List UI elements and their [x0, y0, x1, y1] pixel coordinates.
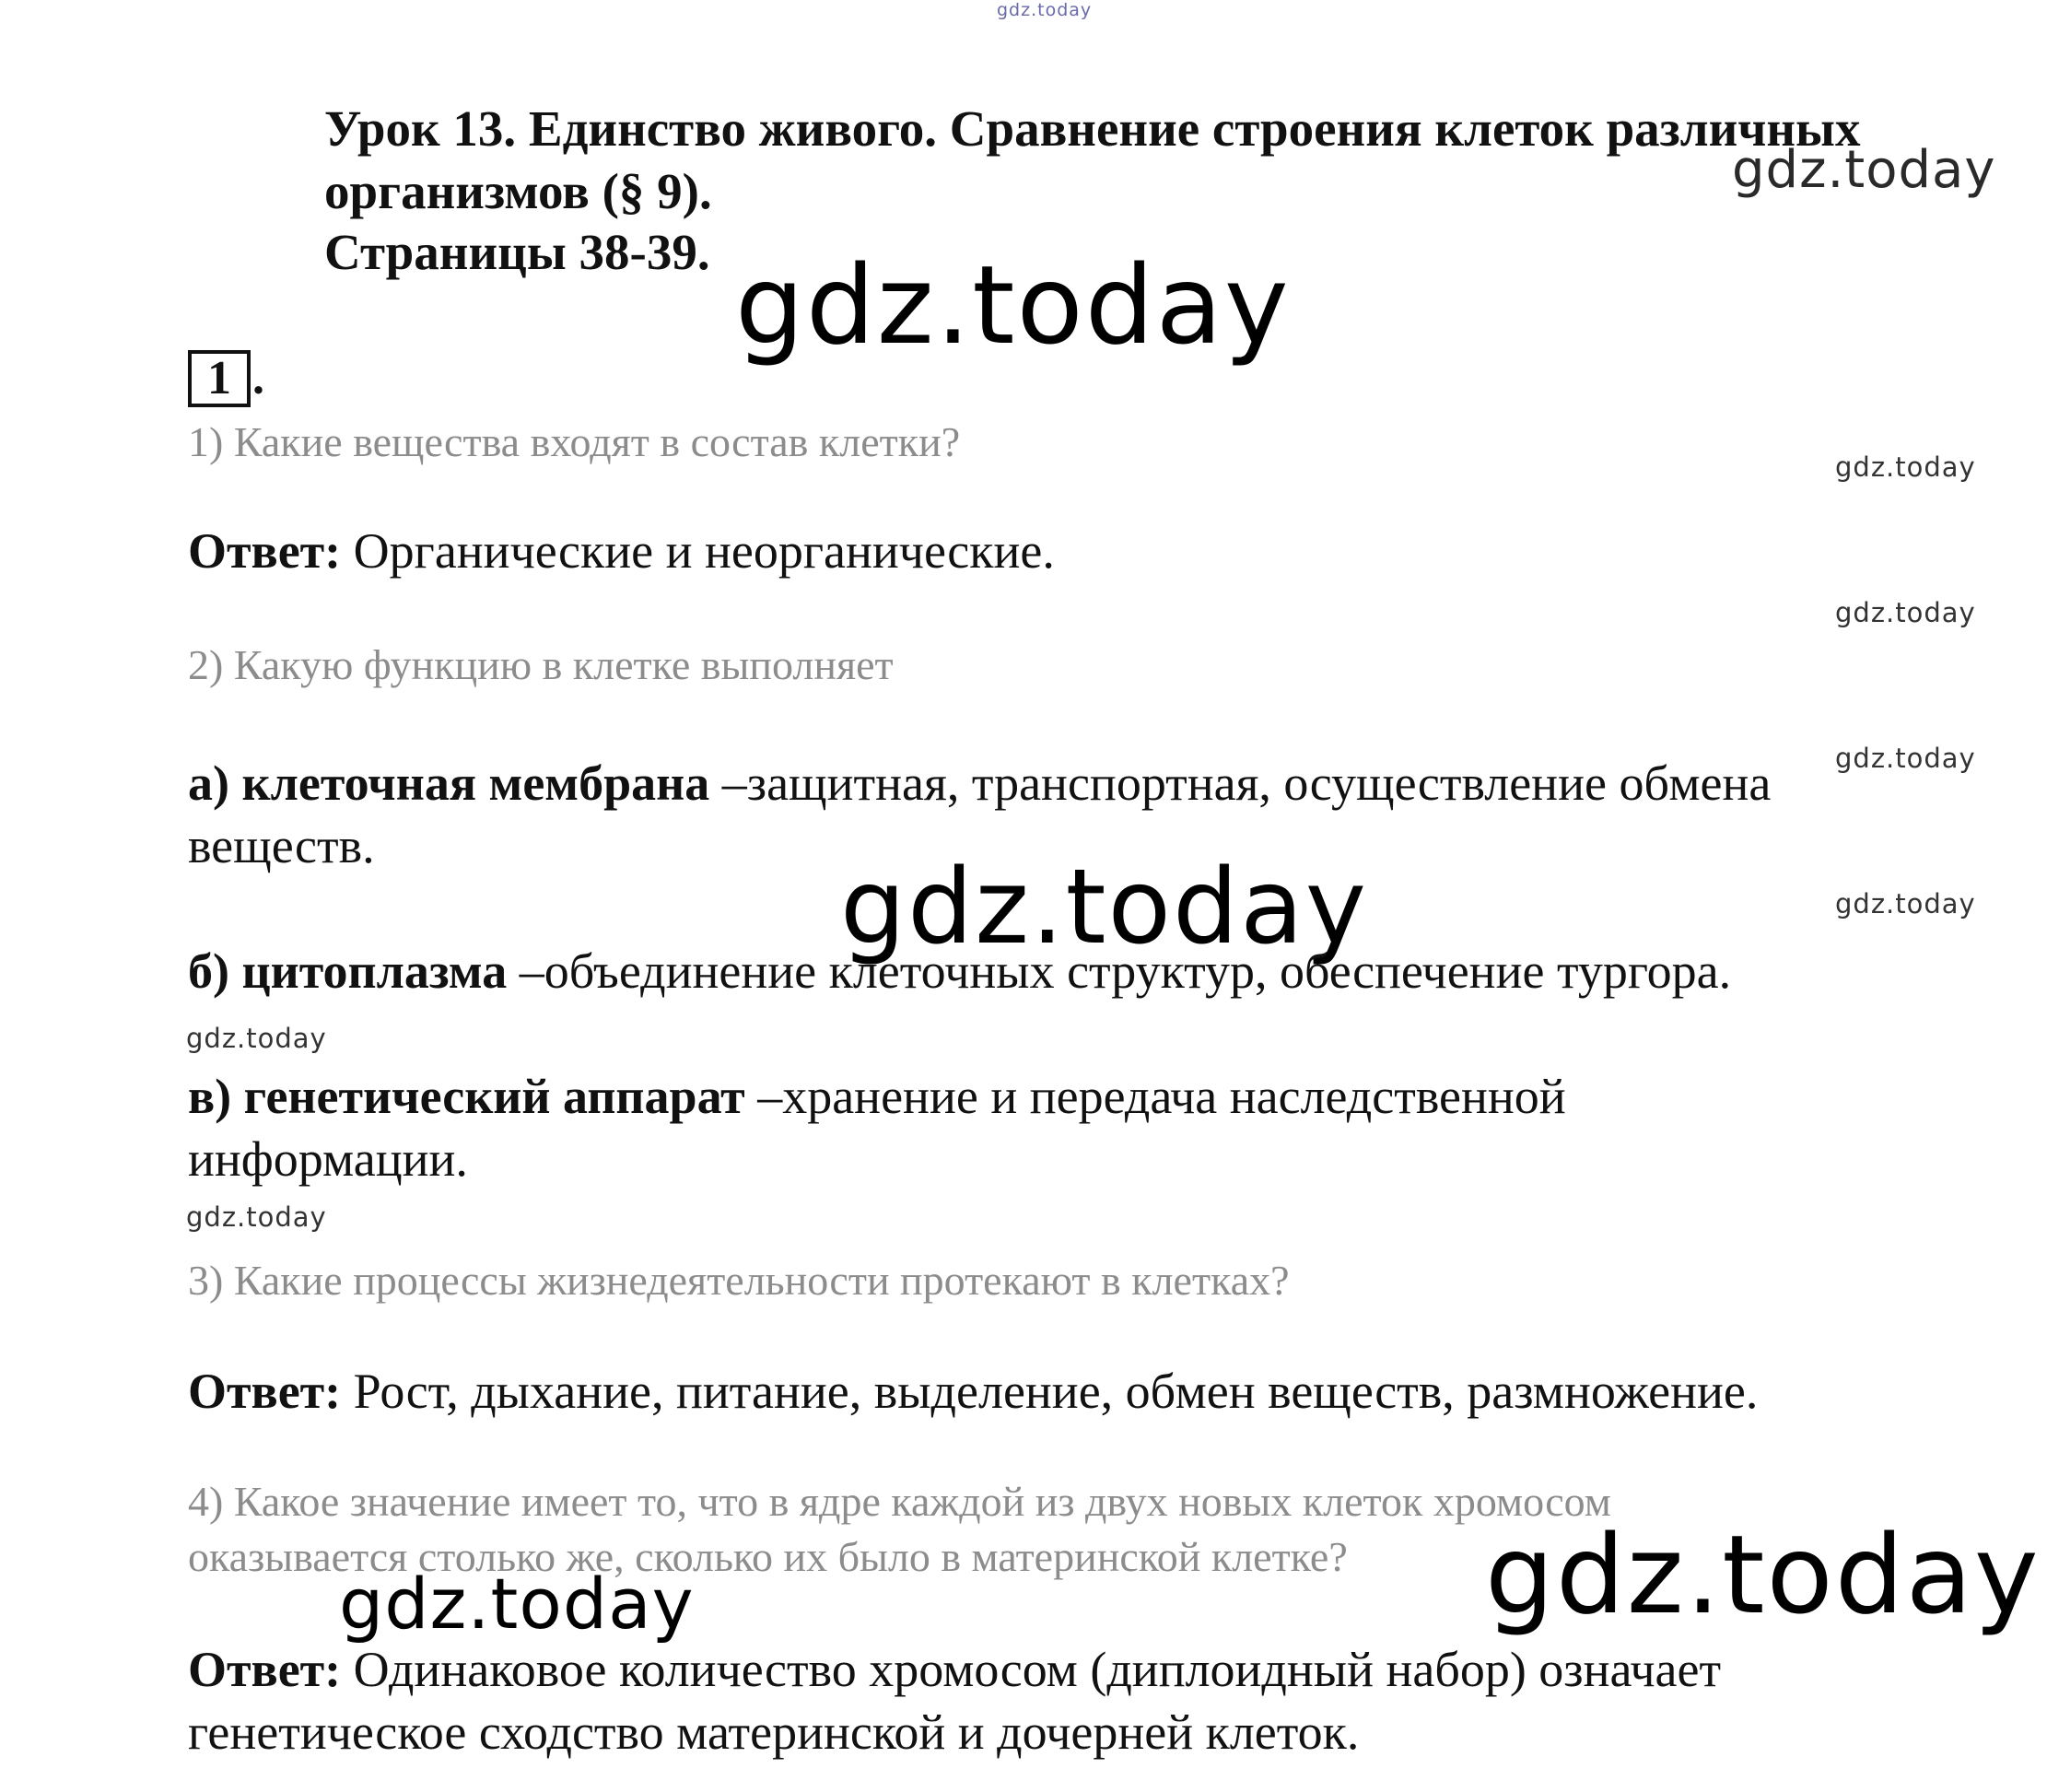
answer-label: Ответ:: [188, 1642, 342, 1697]
pages-label: Страницы 38-39.: [324, 224, 710, 280]
watermark: gdz.today: [840, 848, 1369, 967]
answer-label: Ответ:: [188, 523, 342, 579]
answer-text: Одинаковое количество хромосом (диплоидный набор) означает: [341, 1642, 1722, 1697]
watermark: gdz.today: [1835, 451, 1976, 483]
answer-4: [188, 1638, 1721, 1701]
answer-2b-text: –объединение клеточных структур, обеспечение тургора.: [507, 943, 1732, 999]
watermark: gdz.today: [186, 1023, 327, 1054]
answer-2a-cont: веществ.: [188, 818, 375, 873]
question-2: 2) Какую функцию в клетке выполняет: [188, 641, 894, 688]
watermark: gdz.today: [1835, 597, 1976, 628]
answer-4-cont: генетическое сходство материнской и дочерней клеток.: [188, 1704, 1360, 1760]
question-4-line2: оказывается столько же, сколько их было в материнской клетке?: [188, 1533, 1348, 1580]
watermark: gdz.today: [735, 241, 1291, 369]
watermark: gdz.today: [1835, 743, 1976, 774]
answer-2a: [188, 752, 1771, 814]
watermark: gdz.today: [1485, 1511, 2041, 1638]
answer-2c-label: в) генетический аппарат: [188, 1069, 745, 1124]
answer-text: Органические и неорганические.: [341, 523, 1055, 579]
answer-2c-text: –хранение и передача наследственной: [744, 1069, 1566, 1124]
question-3: 3) Какие процессы жизнедеятельности протекают в клетках?: [188, 1257, 1290, 1304]
answer-2b-label: б) цитоплазма: [188, 943, 508, 999]
answer-3: [188, 1360, 1758, 1423]
lesson-title-line1: Урок 13. Единство живого. Сравнение строения клеток различных: [324, 100, 1861, 157]
watermark-top: gdz.today: [997, 0, 1093, 20]
question-1: 1) Какие вещества входят в состав клетки?: [188, 418, 961, 465]
watermark: gdz.today: [186, 1201, 327, 1233]
watermark: gdz.today: [339, 1563, 695, 1645]
lesson-title-line2: организмов (§ 9).: [324, 163, 712, 219]
watermark: gdz.today: [1835, 888, 1976, 919]
task-number-dot: .: [252, 352, 264, 404]
answer-label: Ответ:: [188, 1364, 342, 1419]
task-number-box: 1: [188, 350, 251, 407]
answer-2b: [188, 940, 1731, 1002]
question-4-line1: 4) Какое значение имеет то, что в ядре каждой из двух новых клеток хромосом: [188, 1478, 1611, 1525]
answer-2a-text: –защитная, транспортная, осуществление обмена: [709, 755, 1772, 811]
answer-2c-cont: информации.: [188, 1131, 468, 1187]
answer-1: [188, 520, 1055, 582]
answer-2c: [188, 1065, 1566, 1128]
answer-text: Рост, дыхание, питание, выделение, обмен веществ, размножение.: [341, 1364, 1759, 1419]
answer-2a-label: а) клеточная мембрана: [188, 755, 710, 811]
watermark: gdz.today: [1732, 140, 1996, 200]
